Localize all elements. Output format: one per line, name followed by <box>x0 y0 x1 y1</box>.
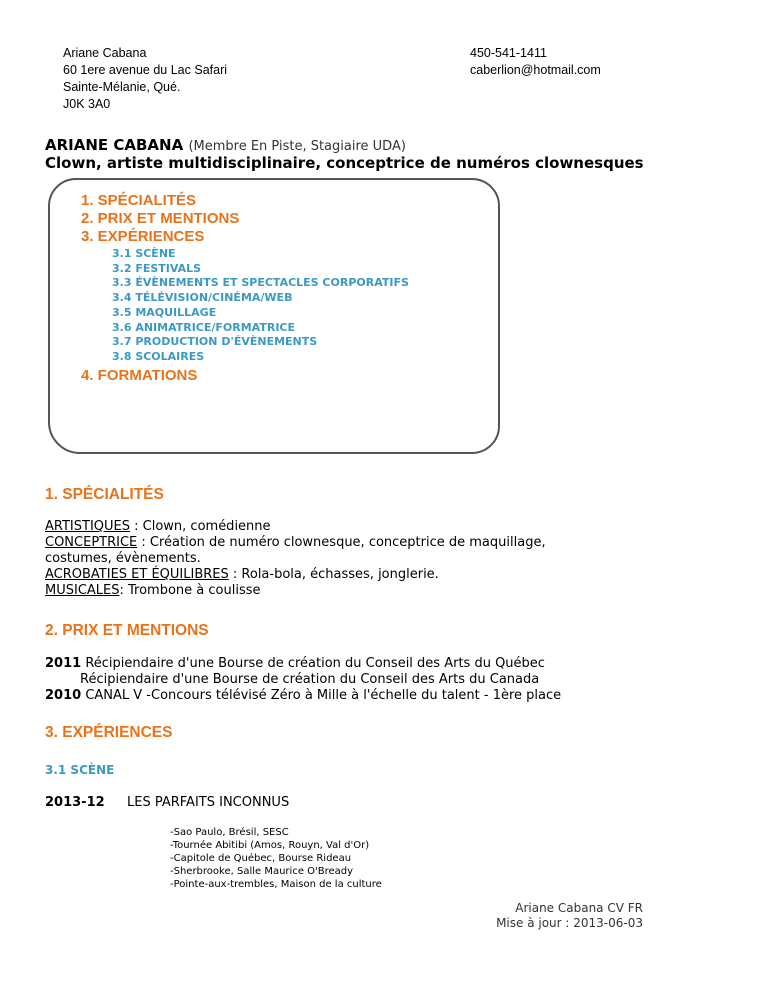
footer-updated: Mise à jour : 2013-06-03 <box>496 916 643 930</box>
prix-text: Récipiendaire d'une Bourse de création du Conseil des Arts du Québec <box>81 656 545 671</box>
specialite-acrobaties <box>45 567 735 583</box>
contact-block <box>470 45 601 79</box>
toc-sub-item[interactable]: 3.4 TÉLÉVISION/CINÉMA/WEB <box>112 291 293 305</box>
toc-sub-item[interactable]: 3.6 ANIMATRICE/FORMATRICE <box>112 320 295 334</box>
entry-detail: -Sao Paulo, Brésil, SESC <box>170 827 289 838</box>
address-line: 60 1ere avenue du Lac Safari <box>63 63 228 77</box>
entry-detail: -Capitole de Québec, Bourse Rideau <box>170 853 352 864</box>
profile-name: ARIANE CABANA <box>45 136 184 154</box>
specialites-list <box>45 519 735 599</box>
address-line: Sainte-Mélanie, Qué. <box>63 80 181 94</box>
specialite-text: : Trombone à coulisse <box>119 583 261 598</box>
toc-item-experiences[interactable]: 3. EXPÉRIENCES <box>81 228 205 245</box>
section-heading-experiences: 3. EXPÉRIENCES <box>45 724 173 741</box>
toc-sub-item[interactable]: 3.3 ÉVÈNEMENTS ET SPECTACLES CORPORATIFS <box>112 276 409 290</box>
specialite-musicales <box>45 583 735 599</box>
specialite-text: costumes, évènements. <box>45 551 201 566</box>
prix-year: 2011 <box>45 656 82 671</box>
toc-sub-item[interactable]: 3.7 PRODUCTION D'ÉVÈNEMENTS <box>112 335 318 349</box>
entry-detail: -Sherbrooke, Salle Maurice O'Bready <box>170 866 354 877</box>
toc-item-prix[interactable]: 2. PRIX ET MENTIONS <box>81 210 240 227</box>
specialite-label: CONCEPTRICE <box>45 535 138 550</box>
profile-affiliation: (Membre En Piste, Stagiaire UDA) <box>188 139 406 154</box>
specialite-conceptrice <box>45 535 735 551</box>
specialite-label: MUSICALES <box>45 583 120 598</box>
specialite-text: : Création de numéro clownesque, conceptrice de maquillage, <box>137 535 546 550</box>
entry-detail: -Pointe-aux-trembles, Maison de la culture <box>170 879 382 890</box>
specialite-label: ARTISTIQUES <box>45 519 130 534</box>
toc-list <box>81 192 409 385</box>
profile-title: Clown, artiste multidisciplinaire, conceptrice de numéros clownesques <box>45 154 644 172</box>
entry-title: LES PARFAITS INCONNUS <box>127 795 290 810</box>
toc-sub-item[interactable]: 3.8 SCOLAIRES <box>112 349 205 363</box>
prix-year: 2010 <box>45 688 82 703</box>
toc-item-specialites[interactable]: 1. SPÉCIALITÉS <box>81 192 197 209</box>
prix-entry <box>45 688 745 704</box>
prix-text: Récipiendaire d'une Bourse de création du Conseil des Arts du Canada <box>80 672 540 687</box>
address-block <box>63 45 227 113</box>
section-heading-prix: 2. PRIX ET MENTIONS <box>45 622 209 639</box>
prix-list <box>45 656 745 704</box>
address-line: Ariane Cabana <box>63 46 147 60</box>
entry-details <box>170 826 382 891</box>
specialite-artistiques <box>45 519 735 535</box>
footer-title: Ariane Cabana CV FR <box>515 901 643 915</box>
address-line: J0K 3A0 <box>63 97 111 111</box>
specialite-text: : Clown, comédienne <box>130 519 271 534</box>
toc-sub-item[interactable]: 3.1 SCÈNE <box>112 247 176 260</box>
specialite-text: : Rola-bola, échasses, jonglerie. <box>228 567 439 582</box>
phone-number: 450-541-1411 <box>470 46 547 60</box>
prix-entry <box>45 656 745 672</box>
specialite-label: ACROBATIES ET ÉQUILIBRES <box>45 567 229 582</box>
entry-year: 2013-12 <box>45 795 105 810</box>
section-heading-specialites: 1. SPÉCIALITÉS <box>45 486 164 503</box>
page-footer <box>496 901 643 931</box>
toc-item-formations[interactable]: 4. FORMATIONS <box>81 366 198 384</box>
email-address: caberlion@hotmail.com <box>470 63 601 77</box>
profile-name-line <box>45 136 406 154</box>
prix-text: CANAL V -Concours télévisé Zéro à Mille à l'échelle du talent - 1ère place <box>81 688 562 703</box>
toc-sub-item[interactable]: 3.2 FESTIVALS <box>112 261 202 275</box>
subsection-heading-scene: 3.1 SCÈNE <box>45 763 115 777</box>
toc-sub-item[interactable]: 3.5 MAQUILLAGE <box>112 305 217 319</box>
entry-detail: -Tournée Abitibi (Amos, Rouyn, Val d'Or) <box>170 840 370 851</box>
